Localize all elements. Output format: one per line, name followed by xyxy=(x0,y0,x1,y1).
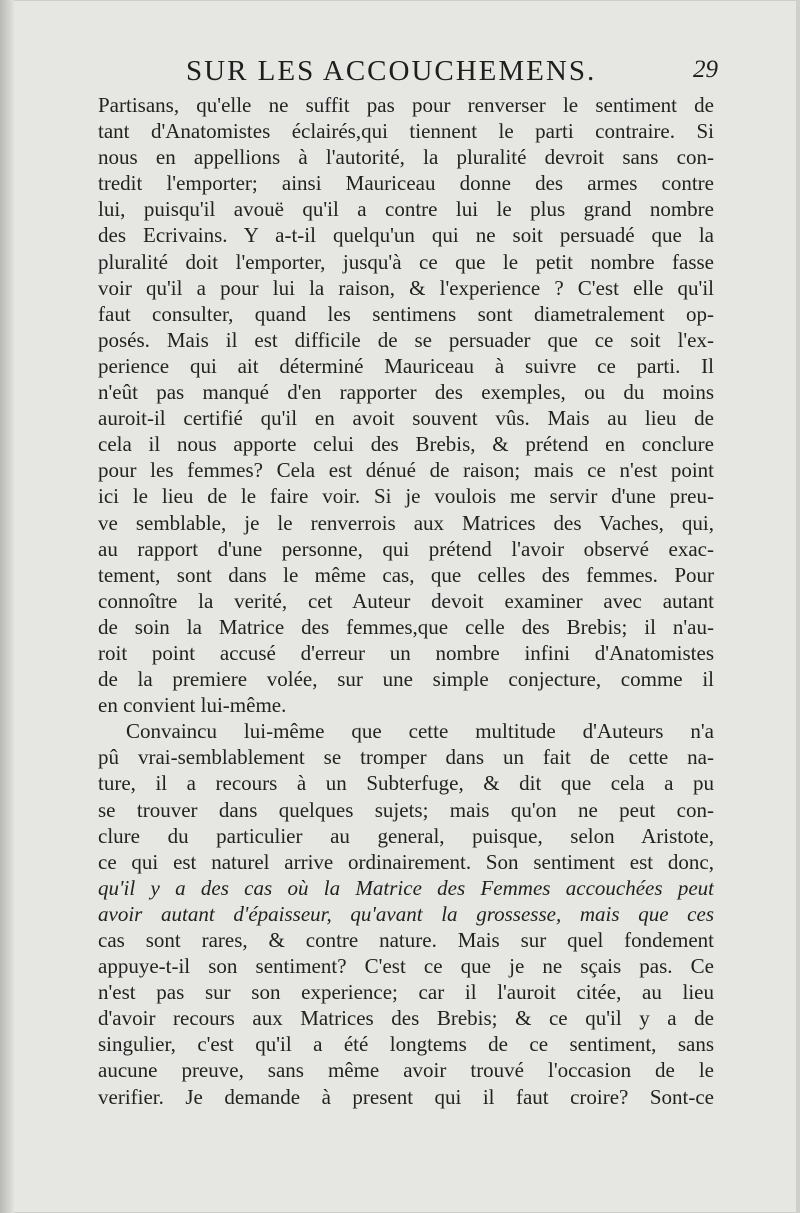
running-head: SUR LES ACCOUCHEMENS. xyxy=(186,55,597,87)
text-line: ve semblable, je le renverrois aux Matrices des Vaches, qui, xyxy=(98,510,714,535)
text-line: au rapport d'une personne, qui prétend l'avoir observé exac- xyxy=(98,536,714,561)
text-line: roit point accusé d'erreur un nombre infini d'Anatomistes xyxy=(98,640,714,665)
text-line: tredit l'emporter; ainsi Mauriceau donne des armes contre xyxy=(98,171,714,196)
page-number: 29 xyxy=(693,56,718,83)
text-line: en convient lui-même. xyxy=(98,693,287,718)
text-line: ici le lieu de le faire voir. Si je voulois me servir d'une preu- xyxy=(98,484,714,509)
text-line: voir qu'il a pour lui la raison, & l'experience ? C'est elle qu'il xyxy=(98,275,714,300)
text-line: des Ecrivains. Y a-t-il quelqu'un qui ne soit persuadé que la xyxy=(98,223,714,248)
text-line: lui, puisqu'il avouë qu'il a contre lui le plus grand nombre xyxy=(98,197,714,222)
text-line: perience qui ait déterminé Mauriceau à suivre ce parti. Il xyxy=(98,353,714,378)
text-line: verifier. Je demande à present qui il faut croire? Sont-ce xyxy=(98,1084,714,1109)
text-line: cas sont rares, & contre nature. Mais sur quel fondement xyxy=(98,928,714,952)
text-line: ce qui est naturel arrive ordinairement. Son sentiment est donc, xyxy=(98,849,714,874)
text-line: pour les femmes? Cela est dénué de raison; mais ce n'est point xyxy=(98,458,714,483)
text-line: connoître la verité, cet Auteur devoit examiner avec autant xyxy=(98,588,714,613)
text-line: tant d'Anatomistes éclairés,qui tiennent le parti contraire. Si xyxy=(98,119,714,144)
text-line: cela il nous apporte celui des Brebis, & prétend en conclure xyxy=(98,432,714,457)
text-line: n'eût pas manqué d'en rapporter des exemples, ou du moins xyxy=(98,380,714,405)
text-line: Convaincu lui-même que cette multitude d'Auteurs n'a xyxy=(126,719,714,744)
text-line: n'est pas sur son experience; car il l'auroit citée, au lieu xyxy=(98,980,714,1005)
text-line: se trouver dans quelques sujets; mais qu'on ne peut con- xyxy=(98,797,714,822)
text-line: d'avoir recours aux Matrices des Brebis; & ce qu'il y a de xyxy=(98,1006,714,1031)
text-line: de soin la Matrice des femmes,que celle des Brebis; il n'au- xyxy=(98,614,714,639)
body-text xyxy=(98,92,714,1132)
text-line: pû vrai-semblablement se tromper dans un fait de cette na- xyxy=(98,745,714,770)
text-line: singulier, c'est qu'il a été longtems de ce sentiment, sans xyxy=(98,1032,714,1057)
scan-left-edge xyxy=(0,0,14,1213)
scan-right-edge xyxy=(796,0,800,1213)
text-line: ture, il a recours à un Subterfuge, & dit que cela a pu xyxy=(98,771,714,796)
page-header xyxy=(96,55,718,95)
text-line: appuye-t-il son sentiment? C'est ce que je ne sçais pas. Ce xyxy=(98,954,714,979)
text-line: tement, sont dans le même cas, que celles des femmes. Pour xyxy=(98,562,714,587)
text-line: Partisans, qu'elle ne suffit pas pour renverser le sentiment de xyxy=(98,93,714,117)
text-line: nous en appellions à l'autorité, la pluralité devroit sans con- xyxy=(98,145,714,170)
text-line: pluralité doit l'emporter, jusqu'à ce que le petit nombre fasse xyxy=(98,249,714,274)
text-line: posés. Mais il est difficile de se persuader que ce soit l'ex- xyxy=(98,327,714,352)
text-line: de la premiere volée, sur une simple conjecture, comme il xyxy=(98,667,714,692)
text-line: clure du particulier au general, puisque, selon Aristote, xyxy=(98,823,714,848)
text-line-italic: qu'il y a des cas où la Matrice des Femmes accouchées peut xyxy=(98,875,714,900)
text-line: faut consulter, quand les sentimens sont diametralement op- xyxy=(98,301,714,326)
text-line-italic: avoir autant d'épaisseur, qu'avant la grossesse, mais que ces xyxy=(98,901,714,926)
text-line: auroit-il certifié qu'il en avoit souvent vûs. Mais au lieu de xyxy=(98,406,714,431)
text-line: aucune preuve, sans même avoir trouvé l'occasion de le xyxy=(98,1058,714,1083)
